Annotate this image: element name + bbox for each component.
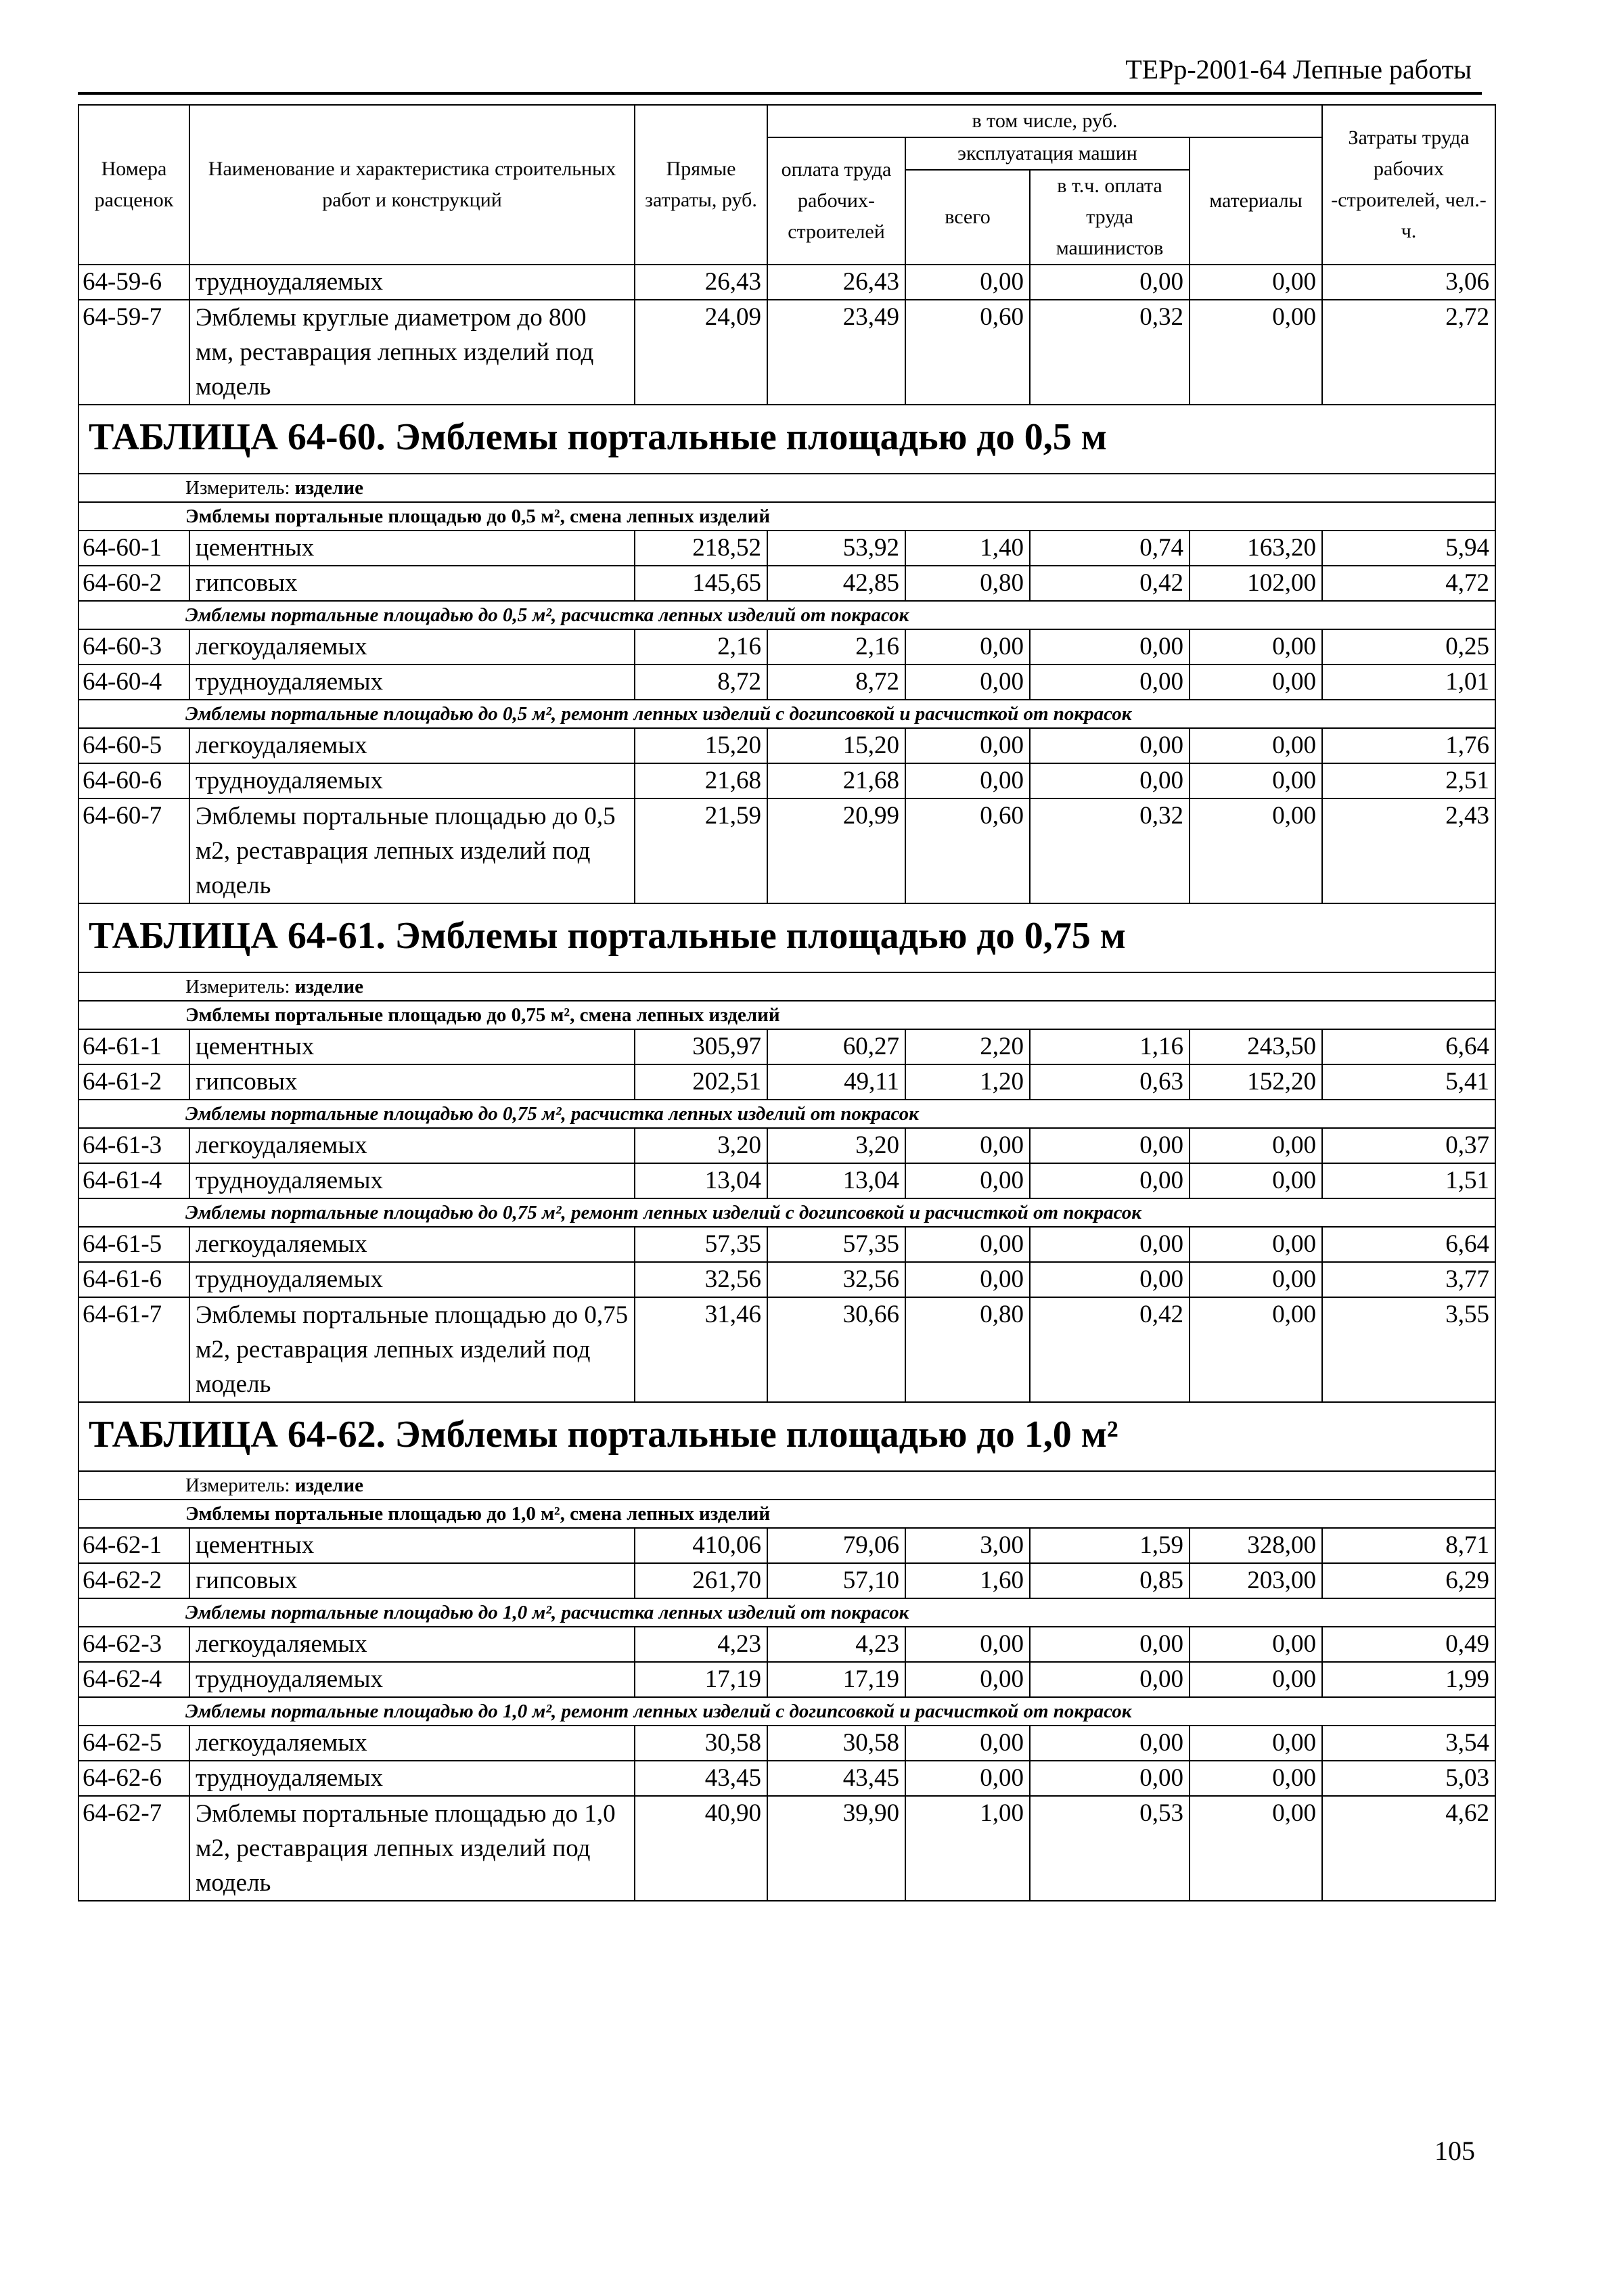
cell-wage: 26,43 <box>767 265 905 300</box>
cell-materials: 0,00 <box>1190 265 1322 300</box>
cell-name: легкоудаляемых <box>189 728 635 763</box>
cell-materials: 102,00 <box>1190 566 1322 601</box>
cell-name: легкоудаляемых <box>189 1128 635 1163</box>
table-row <box>78 1128 1495 1163</box>
cell-direct: 261,70 <box>635 1563 767 1598</box>
cell-direct: 15,20 <box>635 728 767 763</box>
cell-materials: 0,00 <box>1190 1262 1322 1297</box>
cell-machines-wage: 0,00 <box>1030 1627 1190 1662</box>
table-row <box>78 629 1495 665</box>
table-title-row <box>78 405 1495 474</box>
cell-name: легкоудаляемых <box>189 629 635 665</box>
cell-code: 64-60-4 <box>78 665 189 700</box>
cell-machines: 0,00 <box>905 1128 1030 1163</box>
cell-machines-wage: 1,59 <box>1030 1528 1190 1563</box>
cell-machines: 0,00 <box>905 1761 1030 1796</box>
cell-materials: 328,00 <box>1190 1528 1322 1563</box>
cell-labor: 6,64 <box>1322 1227 1495 1262</box>
cell-code: 64-60-1 <box>78 531 189 566</box>
cell-materials: 243,50 <box>1190 1029 1322 1064</box>
cell-machines-wage: 0,32 <box>1030 798 1190 903</box>
cell-direct: 21,59 <box>635 798 767 903</box>
table-title-text: ТАБЛИЦА 64-62. Эмблемы портальные площадью до 1,0 м² <box>89 1413 1118 1456</box>
unit-value: изделие <box>294 477 364 499</box>
table-row <box>78 531 1495 566</box>
cell-direct: 24,09 <box>635 300 767 405</box>
cell-wage: 60,27 <box>767 1029 905 1064</box>
table-row <box>78 1662 1495 1697</box>
cell-direct: 218,52 <box>635 531 767 566</box>
table-title-row <box>78 903 1495 972</box>
cell-wage: 39,90 <box>767 1796 905 1901</box>
table-title-text: ТАБЛИЦА 64-60. Эмблемы портальные площадью до 0,5 м <box>89 415 1107 458</box>
group-label: Эмблемы портальные площадью до 1,0 м², ремонт лепных изделий с догипсовкой и расчисткой от покрасок <box>78 1697 1495 1726</box>
table-row <box>78 1064 1495 1100</box>
group-label: Эмблемы портальные площадью до 0,75 м², смена лепных изделий <box>78 1001 1495 1029</box>
cell-code: 64-61-3 <box>78 1128 189 1163</box>
cell-materials: 0,00 <box>1190 665 1322 700</box>
unit-value: изделие <box>294 976 364 997</box>
cell-name: легкоудаляемых <box>189 1227 635 1262</box>
cell-direct: 40,90 <box>635 1796 767 1901</box>
cell-machines-wage: 0,00 <box>1030 1163 1190 1198</box>
unit-line <box>78 1471 1495 1500</box>
cell-labor: 1,01 <box>1322 665 1495 700</box>
cell-code: 64-60-2 <box>78 566 189 601</box>
group-label: Эмблемы портальные площадью до 1,0 м², смена лепных изделий <box>78 1500 1495 1528</box>
cell-direct: 21,68 <box>635 763 767 798</box>
table-row <box>78 300 1495 405</box>
cell-machines-wage: 0,85 <box>1030 1563 1190 1598</box>
col-header-machines: эксплуатация машин <box>905 137 1190 170</box>
cell-machines: 1,20 <box>905 1064 1030 1100</box>
cell-machines-wage: 0,00 <box>1030 1761 1190 1796</box>
table-row <box>78 1029 1495 1064</box>
cell-machines: 0,80 <box>905 1297 1030 1402</box>
cell-labor: 3,55 <box>1322 1297 1495 1402</box>
cell-labor: 1,51 <box>1322 1163 1495 1198</box>
cell-wage: 53,92 <box>767 531 905 566</box>
group-label-row <box>78 1697 1495 1726</box>
cell-code: 64-61-7 <box>78 1297 189 1402</box>
header-rule <box>78 92 1482 95</box>
cell-code: 64-60-5 <box>78 728 189 763</box>
cell-materials: 0,00 <box>1190 1163 1322 1198</box>
cell-name: Эмблемы портальные площадью до 1,0 м2, реставрация лепных изделий под модель <box>189 1796 635 1901</box>
cell-wage: 49,11 <box>767 1064 905 1100</box>
cell-code: 64-59-7 <box>78 300 189 405</box>
group-label-row <box>78 1001 1495 1029</box>
unit-label: Измеритель: <box>185 976 290 997</box>
cell-code: 64-61-1 <box>78 1029 189 1064</box>
unit-line-row <box>78 474 1495 502</box>
cell-labor: 8,71 <box>1322 1528 1495 1563</box>
cell-machines-wage: 0,00 <box>1030 265 1190 300</box>
table-body <box>78 265 1495 1901</box>
cell-code: 64-62-1 <box>78 1528 189 1563</box>
cell-machines-wage: 0,74 <box>1030 531 1190 566</box>
cell-labor: 4,62 <box>1322 1796 1495 1901</box>
cell-labor: 6,29 <box>1322 1563 1495 1598</box>
cell-materials: 0,00 <box>1190 1796 1322 1901</box>
cell-machines: 0,00 <box>905 763 1030 798</box>
cell-wage: 20,99 <box>767 798 905 903</box>
cell-direct: 26,43 <box>635 265 767 300</box>
cell-name: Эмблемы круглые диаметром до 800 мм, реставрация лепных изделий под модель <box>189 300 635 405</box>
cell-machines: 0,80 <box>905 566 1030 601</box>
cell-wage: 79,06 <box>767 1528 905 1563</box>
unit-line-row <box>78 972 1495 1001</box>
cell-machines: 0,00 <box>905 1627 1030 1662</box>
cell-materials: 203,00 <box>1190 1563 1322 1598</box>
cell-materials: 0,00 <box>1190 728 1322 763</box>
cell-machines: 0,00 <box>905 665 1030 700</box>
cell-code: 64-60-7 <box>78 798 189 903</box>
col-header-direct: Прямые затраты, руб. <box>635 105 767 265</box>
unit-line <box>78 474 1495 502</box>
cell-name: трудноудаляемых <box>189 265 635 300</box>
cell-wage: 30,58 <box>767 1726 905 1761</box>
table-row <box>78 566 1495 601</box>
cell-machines-wage: 0,00 <box>1030 1662 1190 1697</box>
unit-line <box>78 972 1495 1001</box>
cell-direct: 43,45 <box>635 1761 767 1796</box>
cell-labor: 3,54 <box>1322 1726 1495 1761</box>
group-label-row <box>78 1198 1495 1227</box>
unit-value: изделие <box>294 1475 364 1496</box>
cell-direct: 8,72 <box>635 665 767 700</box>
cell-machines: 3,00 <box>905 1528 1030 1563</box>
group-label: Эмблемы портальные площадью до 0,5 м², ремонт лепных изделий с догипсовкой и расчисткой от покрасок <box>78 700 1495 728</box>
cell-name: легкоудаляемых <box>189 1627 635 1662</box>
cell-wage: 57,10 <box>767 1563 905 1598</box>
group-label: Эмблемы портальные площадью до 0,75 м², расчистка лепных изделий от покрасок <box>78 1100 1495 1128</box>
table-row <box>78 1227 1495 1262</box>
cell-materials: 0,00 <box>1190 1128 1322 1163</box>
cell-materials: 0,00 <box>1190 1227 1322 1262</box>
table-row <box>78 1262 1495 1297</box>
cell-machines-wage: 0,00 <box>1030 629 1190 665</box>
cell-machines-wage: 1,16 <box>1030 1029 1190 1064</box>
cell-machines-wage: 0,32 <box>1030 300 1190 405</box>
cell-code: 64-62-4 <box>78 1662 189 1697</box>
cell-direct: 305,97 <box>635 1029 767 1064</box>
cell-materials: 0,00 <box>1190 1662 1322 1697</box>
cell-name: цементных <box>189 1029 635 1064</box>
table-row <box>78 1563 1495 1598</box>
cell-machines: 0,00 <box>905 1227 1030 1262</box>
table-row <box>78 665 1495 700</box>
cell-materials: 0,00 <box>1190 1726 1322 1761</box>
group-label-row <box>78 700 1495 728</box>
table-row <box>78 1761 1495 1796</box>
cell-machines: 0,00 <box>905 728 1030 763</box>
cell-name: трудноудаляемых <box>189 1662 635 1697</box>
cell-direct: 13,04 <box>635 1163 767 1198</box>
cell-wage: 32,56 <box>767 1262 905 1297</box>
table-title <box>78 903 1495 972</box>
cell-wage: 57,35 <box>767 1227 905 1262</box>
cell-labor: 5,03 <box>1322 1761 1495 1796</box>
cell-machines: 0,00 <box>905 1262 1030 1297</box>
cell-machines-wage: 0,63 <box>1030 1064 1190 1100</box>
group-label-row <box>78 601 1495 629</box>
table-row <box>78 1726 1495 1761</box>
cell-name: трудноудаляемых <box>189 1163 635 1198</box>
table-title-row <box>78 1402 1495 1471</box>
cell-wage: 4,23 <box>767 1627 905 1662</box>
cell-wage: 21,68 <box>767 763 905 798</box>
cell-direct: 31,46 <box>635 1297 767 1402</box>
cell-materials: 152,20 <box>1190 1064 1322 1100</box>
cell-direct: 57,35 <box>635 1227 767 1262</box>
cell-code: 64-62-2 <box>78 1563 189 1598</box>
cell-wage: 17,19 <box>767 1662 905 1697</box>
cell-machines-wage: 0,00 <box>1030 1726 1190 1761</box>
table-row <box>78 1528 1495 1563</box>
cell-wage: 8,72 <box>767 665 905 700</box>
cell-wage: 43,45 <box>767 1761 905 1796</box>
group-label-row <box>78 502 1495 531</box>
col-header-incl: в том числе, руб. <box>767 105 1322 137</box>
cell-wage: 42,85 <box>767 566 905 601</box>
cell-code: 64-59-6 <box>78 265 189 300</box>
cell-machines: 0,00 <box>905 1163 1030 1198</box>
cell-machines-wage: 0,42 <box>1030 566 1190 601</box>
page-number: 105 <box>1434 2136 1475 2166</box>
cell-machines: 0,60 <box>905 798 1030 903</box>
table-row <box>78 265 1495 300</box>
col-header-machines-total: всего <box>905 170 1030 265</box>
table-row <box>78 1627 1495 1662</box>
group-label: Эмблемы портальные площадью до 1,0 м², расчистка лепных изделий от покрасок <box>78 1598 1495 1627</box>
cell-code: 64-62-7 <box>78 1796 189 1901</box>
col-header-wage: оплата труда рабочих-строителей <box>767 137 905 265</box>
cell-name: Эмблемы портальные площадью до 0,5 м2, реставрация лепных изделий под модель <box>189 798 635 903</box>
cell-labor: 0,37 <box>1322 1128 1495 1163</box>
cell-name: Эмблемы портальные площадью до 0,75 м2, реставрация лепных изделий под модель <box>189 1297 635 1402</box>
cell-machines: 2,20 <box>905 1029 1030 1064</box>
cell-direct: 2,16 <box>635 629 767 665</box>
cell-direct: 32,56 <box>635 1262 767 1297</box>
cell-direct: 4,23 <box>635 1627 767 1662</box>
table-title <box>78 1402 1495 1471</box>
cell-code: 64-60-3 <box>78 629 189 665</box>
cell-materials: 0,00 <box>1190 798 1322 903</box>
cell-name: трудноудаляемых <box>189 665 635 700</box>
group-label: Эмблемы портальные площадью до 0,5 м², расчистка лепных изделий от покрасок <box>78 601 1495 629</box>
cell-name: гипсовых <box>189 1563 635 1598</box>
cell-labor: 0,25 <box>1322 629 1495 665</box>
cell-direct: 202,51 <box>635 1064 767 1100</box>
cell-labor: 2,72 <box>1322 300 1495 405</box>
cell-code: 64-61-4 <box>78 1163 189 1198</box>
cell-machines: 1,00 <box>905 1796 1030 1901</box>
cell-wage: 2,16 <box>767 629 905 665</box>
cell-code: 64-61-5 <box>78 1227 189 1262</box>
cell-materials: 0,00 <box>1190 763 1322 798</box>
cell-machines-wage: 0,00 <box>1030 1128 1190 1163</box>
unit-label: Измеритель: <box>185 1475 290 1496</box>
cell-labor: 3,77 <box>1322 1262 1495 1297</box>
cell-labor: 1,99 <box>1322 1662 1495 1697</box>
cell-labor: 3,06 <box>1322 265 1495 300</box>
cell-wage: 30,66 <box>767 1297 905 1402</box>
cell-materials: 0,00 <box>1190 1761 1322 1796</box>
cell-direct: 410,06 <box>635 1528 767 1563</box>
cell-machines: 1,40 <box>905 531 1030 566</box>
col-header-name: Наименование и характеристика строительных работ и конструкций <box>189 105 635 265</box>
table-row <box>78 798 1495 903</box>
cell-name: трудноудаляемых <box>189 763 635 798</box>
cell-machines: 0,00 <box>905 629 1030 665</box>
group-label: Эмблемы портальные площадью до 0,75 м², ремонт лепных изделий с догипсовкой и расчисткой от покрасок <box>78 1198 1495 1227</box>
cell-machines-wage: 0,00 <box>1030 763 1190 798</box>
cell-labor: 1,76 <box>1322 728 1495 763</box>
table-row <box>78 1163 1495 1198</box>
col-header-machines-wage: в т.ч. оплата труда машинистов <box>1030 170 1190 265</box>
cell-direct: 3,20 <box>635 1128 767 1163</box>
table-title <box>78 405 1495 474</box>
cell-labor: 5,41 <box>1322 1064 1495 1100</box>
cell-code: 64-62-3 <box>78 1627 189 1662</box>
cell-wage: 13,04 <box>767 1163 905 1198</box>
cell-name: гипсовых <box>189 1064 635 1100</box>
cell-code: 64-61-6 <box>78 1262 189 1297</box>
col-header-materials: материалы <box>1190 137 1322 265</box>
cell-labor: 0,49 <box>1322 1627 1495 1662</box>
cell-machines-wage: 0,00 <box>1030 665 1190 700</box>
cell-machines: 0,60 <box>905 300 1030 405</box>
table-row <box>78 1297 1495 1402</box>
table-row <box>78 1796 1495 1901</box>
cell-machines: 1,60 <box>905 1563 1030 1598</box>
unit-line-row <box>78 1471 1495 1500</box>
running-header: ТЕРр-2001-64 Лепные работы <box>1125 54 1472 85</box>
cell-machines-wage: 0,00 <box>1030 728 1190 763</box>
cell-direct: 30,58 <box>635 1726 767 1761</box>
cell-machines-wage: 0,00 <box>1030 1227 1190 1262</box>
table-row <box>78 763 1495 798</box>
cell-name: гипсовых <box>189 566 635 601</box>
table-header <box>78 105 1495 265</box>
cell-materials: 0,00 <box>1190 1297 1322 1402</box>
unit-label: Измеритель: <box>185 477 290 499</box>
cell-wage: 3,20 <box>767 1128 905 1163</box>
cell-name: трудноудаляемых <box>189 1761 635 1796</box>
group-label-row <box>78 1598 1495 1627</box>
cell-name: легкоудаляемых <box>189 1726 635 1761</box>
group-label: Эмблемы портальные площадью до 0,5 м², смена лепных изделий <box>78 502 1495 531</box>
group-label-row <box>78 1100 1495 1128</box>
cell-labor: 5,94 <box>1322 531 1495 566</box>
cell-name: трудноудаляемых <box>189 1262 635 1297</box>
cell-labor: 2,51 <box>1322 763 1495 798</box>
cell-code: 64-61-2 <box>78 1064 189 1100</box>
cell-machines: 0,00 <box>905 1662 1030 1697</box>
col-header-labor: Затраты труда рабочих -строителей, чел.-ч. <box>1322 105 1495 265</box>
col-header-code: Номера расценок <box>78 105 189 265</box>
cell-materials: 0,00 <box>1190 629 1322 665</box>
cell-labor: 4,72 <box>1322 566 1495 601</box>
cell-labor: 6,64 <box>1322 1029 1495 1064</box>
cell-materials: 163,20 <box>1190 531 1322 566</box>
table-title-text: ТАБЛИЦА 64-61. Эмблемы портальные площадью до 0,75 м <box>89 914 1126 957</box>
cell-name: цементных <box>189 531 635 566</box>
cell-machines: 0,00 <box>905 265 1030 300</box>
cell-machines-wage: 0,53 <box>1030 1796 1190 1901</box>
cell-labor: 2,43 <box>1322 798 1495 903</box>
cell-wage: 15,20 <box>767 728 905 763</box>
cell-machines-wage: 0,42 <box>1030 1297 1190 1402</box>
cell-machines-wage: 0,00 <box>1030 1262 1190 1297</box>
cell-materials: 0,00 <box>1190 1627 1322 1662</box>
cell-materials: 0,00 <box>1190 300 1322 405</box>
table-row <box>78 728 1495 763</box>
cell-direct: 17,19 <box>635 1662 767 1697</box>
cell-code: 64-60-6 <box>78 763 189 798</box>
group-label-row <box>78 1500 1495 1528</box>
cell-code: 64-62-6 <box>78 1761 189 1796</box>
cell-code: 64-62-5 <box>78 1726 189 1761</box>
rates-table <box>78 104 1496 1901</box>
cell-machines: 0,00 <box>905 1726 1030 1761</box>
cell-wage: 23,49 <box>767 300 905 405</box>
cell-direct: 145,65 <box>635 566 767 601</box>
cell-name: цементных <box>189 1528 635 1563</box>
